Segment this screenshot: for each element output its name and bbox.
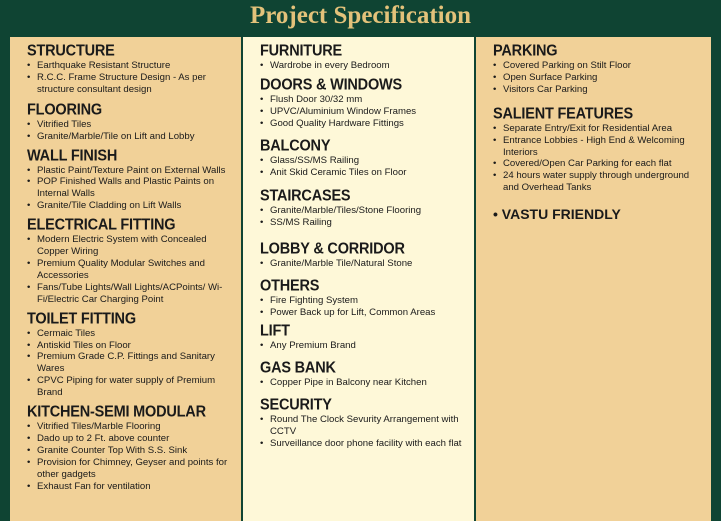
spec-item: • 24 hours water supply through underground and Overhead Tanks [493, 170, 703, 194]
spec-item: • Dado up to 2 Ft. above counter [27, 433, 233, 445]
spec-item: • Flush Door 30/32 mm [260, 94, 466, 106]
spec-item: • Granite/Marble Tile/Natural Stone [260, 258, 466, 270]
section-heading: BALCONY [260, 136, 331, 155]
spec-item: • Plastic Paint/Texture Paint on External Walls [27, 165, 233, 177]
spec-item: • Power Back up for Lift, Common Areas [260, 307, 466, 319]
spec-item: • Covered/Open Car Parking for each flat [493, 158, 703, 170]
spec-item: • SS/MS Railing [260, 217, 466, 229]
spec-item: • Vitrified Tiles/Marble Flooring [27, 421, 233, 433]
spec-item: • Glass/SS/MS Railing [260, 155, 466, 167]
page-title: Project Specification [250, 2, 471, 29]
spec-section-furniture [260, 43, 466, 72]
spec-item: • Copper Pipe in Balcony near Kitchen [260, 377, 466, 389]
spec-item: • Antiskid Tiles on Floor [27, 340, 233, 352]
spec-item: • Earthquake Resistant Structure [27, 60, 233, 72]
spec-item: • Fire Fighting System [260, 295, 466, 307]
spec-item: • CPVC Piping for water supply of Premium Brand [27, 375, 233, 399]
spec-section-security [260, 397, 466, 450]
section-heading: SECURITY [260, 396, 332, 414]
spec-section-wall-finish [27, 148, 233, 213]
spec-item: • Granite/Tile Cladding on Lift Walls [27, 200, 233, 212]
spec-item: • R.C.C. Frame Structure Design - As per structure consultant design [27, 72, 233, 96]
spec-item: • Granite Counter Top With S.S. Sink [27, 445, 233, 457]
section-heading: KITCHEN-SEMI MODULAR [27, 403, 206, 421]
spec-item: • Premium Quality Modular Switches and Accessories [27, 258, 233, 282]
spec-item: • Covered Parking on Stilt Floor [493, 60, 703, 72]
section-heading: PARKING [493, 42, 558, 60]
spec-item: • Wardrobe in every Bedroom [260, 60, 466, 72]
spec-item: • Anit Skid Ceramic Tiles on Floor [260, 167, 466, 179]
spec-item: • Vitrified Tiles [27, 119, 233, 131]
spec-item: • Good Quality Hardware Fittings [260, 118, 466, 130]
section-heading: OTHERS [260, 277, 320, 295]
spec-section-staircases [260, 188, 466, 229]
spec-item: • Fans/Tube Lights/Wall Lights/ACPoints/ Wi-Fi/Electric Car Charging Point [27, 282, 233, 306]
spec-section-gas-bank [260, 360, 466, 389]
spec-item: • Round The Clock Sevurity Arrangement with CCTV [260, 414, 466, 438]
spec-item: • Granite/Marble/Tile on Lift and Lobby [27, 131, 233, 143]
spec-item: • Provision for Chimney, Geyser and points for other gadgets [27, 457, 233, 481]
spec-section-electrical [27, 217, 233, 305]
spec-item: • Entrance Lobbies - High End & Welcoming Interiors [493, 135, 703, 159]
spec-section-balcony [260, 138, 466, 179]
spec-item: • Granite/Marble/Tiles/Stone Flooring [260, 205, 466, 217]
section-heading: ELECTRICAL FITTING [27, 216, 176, 234]
spec-section-lobby [260, 241, 466, 270]
spec-item: • Exhaust Fan for ventilation [27, 481, 233, 493]
section-heading: FURNITURE [260, 42, 342, 60]
section-heading: GAS BANK [260, 359, 336, 377]
spec-section-structure [27, 43, 233, 96]
section-heading: WALL FINISH [27, 146, 118, 165]
vastu-friendly-heading: • VASTU FRIENDLY [493, 206, 621, 223]
section-heading: TOILET FITTING [27, 309, 136, 328]
section-heading: STRUCTURE [27, 42, 115, 60]
spec-item: • Cermaic Tiles [27, 328, 233, 340]
spec-section-toilet [27, 311, 233, 399]
spec-item: • Surveillance door phone facility with each flat [260, 438, 466, 450]
section-heading: SALIENT FEATURES [493, 105, 633, 123]
section-heading: STAIRCASES [260, 187, 351, 206]
spec-section-doors-windows [260, 77, 466, 130]
section-heading: DOORS & WINDOWS [260, 76, 402, 94]
section-heading: LOBBY & CORRIDOR [260, 240, 405, 258]
spec-item: • Separate Entry/Exit for Residential Area [493, 123, 703, 135]
spec-column-middle [243, 37, 474, 521]
section-heading: LIFT [260, 322, 290, 340]
spec-item: • Open Surface Parking [493, 72, 703, 84]
spec-column-left [10, 37, 241, 521]
section-heading: FLOORING [27, 101, 102, 119]
spec-section-salient-features [493, 106, 703, 194]
spec-column-right [476, 37, 711, 521]
spec-section-parking [493, 43, 703, 96]
spec-section-others [260, 278, 466, 319]
spec-section-kitchen [27, 404, 233, 492]
spec-item: • Visitors Car Parking [493, 84, 703, 96]
spec-section-flooring [27, 102, 233, 143]
spec-item: • UPVC/Aluminium Window Frames [260, 106, 466, 118]
spec-item: • POP Finished Walls and Plastic Paints on Internal Walls [27, 176, 233, 200]
spec-item: • Premium Grade C.P. Fittings and Sanitary Wares [27, 351, 233, 375]
spec-item: • Modern Electric System with Concealed Copper Wiring [27, 234, 233, 258]
spec-section-lift [260, 323, 466, 352]
spec-item: • Any Premium Brand [260, 340, 466, 352]
